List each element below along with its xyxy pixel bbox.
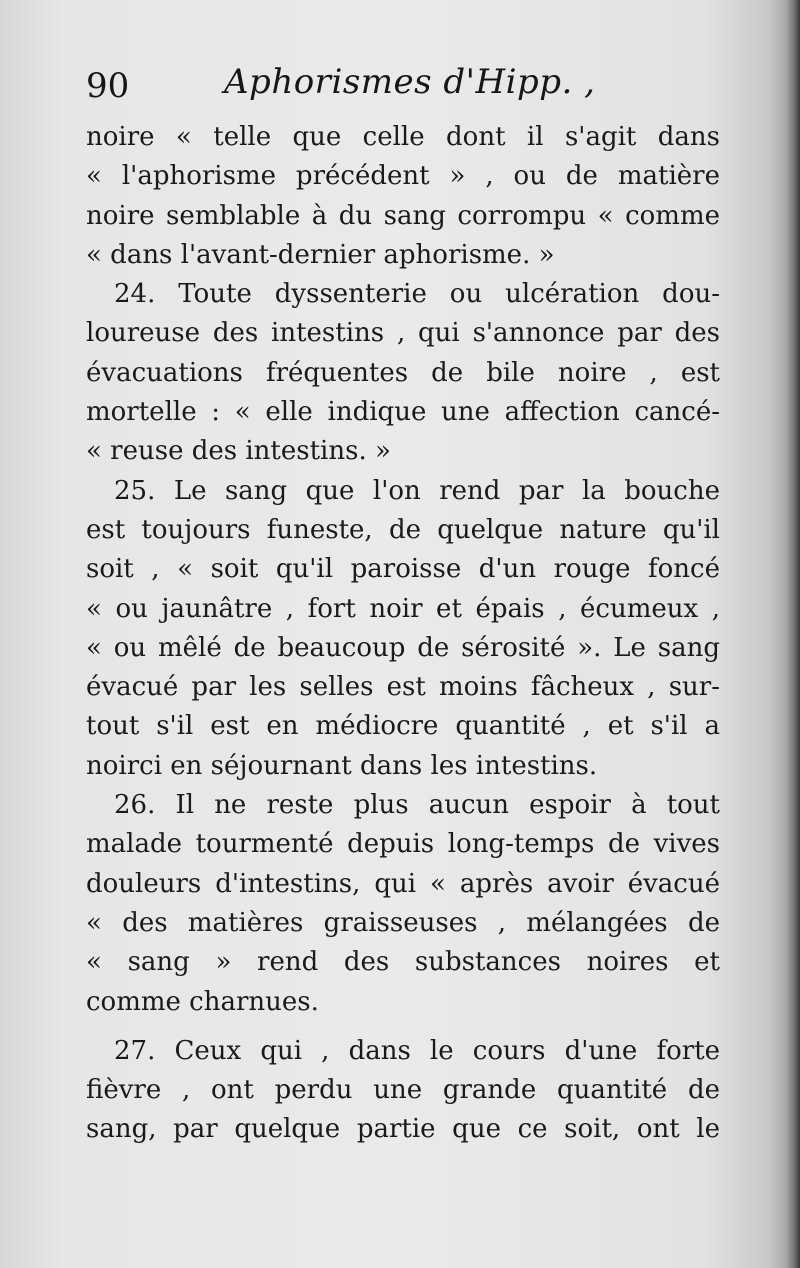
text-line: « ou jaunâtre , fort noir et épais , écumeux ,: [86, 593, 720, 624]
page-header: [78, 60, 718, 110]
text-line: « ou mêlé de beaucoup de sérosité ». Le sang: [86, 632, 720, 663]
text-line: loureuse des intestins , qui s'annonce par des: [86, 318, 720, 349]
text-line: « dans l'avant-dernier aphorisme. »: [86, 239, 555, 270]
text-line: comme charnues.: [86, 986, 319, 1017]
aphorism-25-start: 25. Le sang que l'on rend par la bouche: [114, 475, 720, 506]
text-line: « sang » rend des substances noires et: [86, 947, 720, 978]
body-text: [86, 118, 720, 1150]
text-line: « l'aphorisme précédent » , ou de matière: [86, 161, 720, 192]
text-line: douleurs d'intestins, qui « après avoir évacué: [86, 868, 720, 899]
text-line: noire semblable à du sang corrompu « comme: [86, 200, 720, 231]
text-line: évacuations fréquentes de bile noire , est: [86, 357, 720, 388]
aphorism-24-start: 24. Toute dyssenterie ou ulcération dou-: [114, 279, 720, 310]
text-line: est toujours funeste, de quelque nature qu'il: [86, 514, 720, 545]
page-edge-shadow: [786, 0, 800, 1268]
text-line: noirci en séjournant dans les intestins.: [86, 750, 598, 781]
text-line: fièvre , ont perdu une grande quantité de: [86, 1075, 720, 1106]
aphorism-27-start: 27. Ceux qui , dans le cours d'une forte: [114, 1035, 720, 1066]
text-line: sang, par quelque partie que ce soit, ont le: [86, 1114, 720, 1145]
text-line: mortelle : « elle indique une affection cancé-: [86, 397, 720, 428]
text-line: « des matières graisseuses , mélangées de: [86, 907, 720, 938]
text-line: noire « telle que celle dont il s'agit dans: [86, 122, 720, 152]
text-line: malade tourmenté depuis long-temps de vives: [86, 829, 720, 860]
running-title: Aphorismes d'Hipp. ,: [224, 62, 596, 102]
text-line: soit , « soit qu'il paroisse d'un rouge foncé: [86, 554, 720, 585]
text-line: « reuse des intestins. »: [86, 436, 391, 467]
text-line: évacué par les selles est moins fâcheux , sur-: [86, 672, 720, 703]
text-line: tout s'il est en médiocre quantité , et s'il a: [86, 711, 720, 742]
page-number: 90: [86, 66, 130, 106]
aphorism-26-start: 26. Il ne reste plus aucun espoir à tout: [114, 790, 720, 821]
